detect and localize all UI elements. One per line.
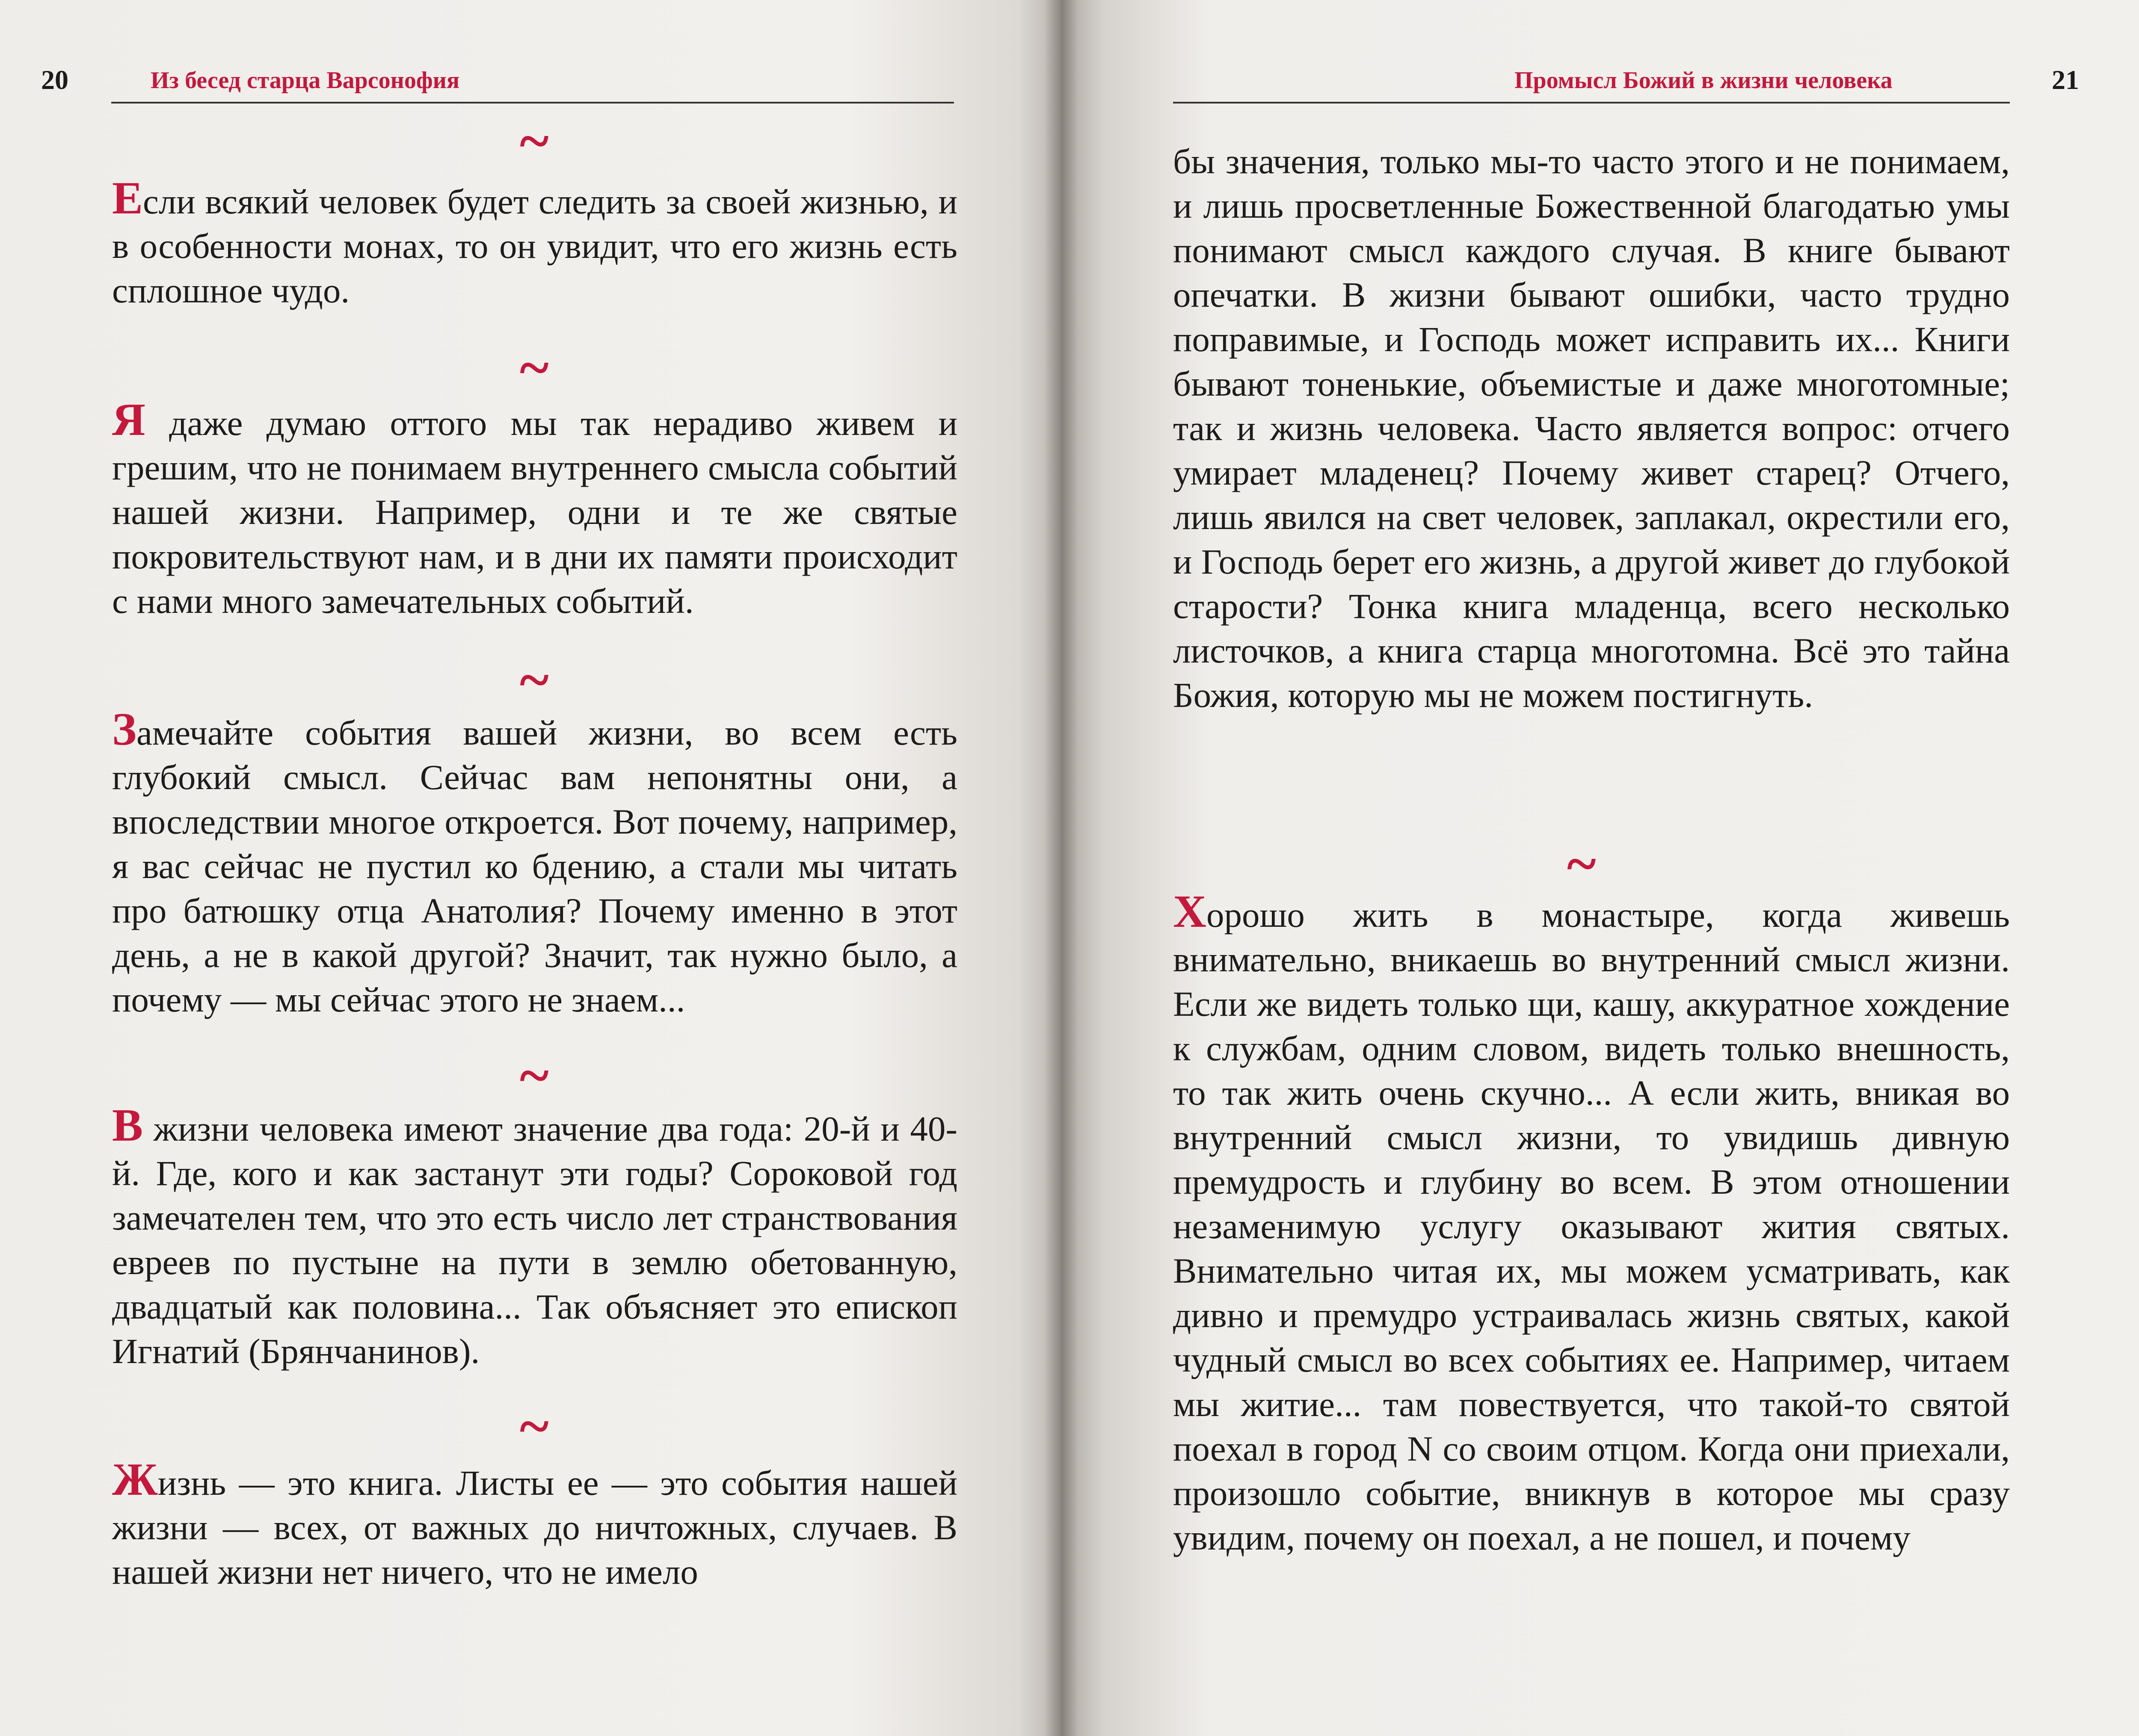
paragraph-text: даже думаю оттого мы так нерадиво живем и грешим, что не понимаем внутреннего смысла событий нашей жизни. Например, одни и те же святые покровительствуют нам, и в дни их памяти происходит с нами много замечательных событий. <box>112 403 957 621</box>
drop-cap: Ж <box>112 1454 158 1505</box>
continued-paragraph: бы значения, только мы-то часто этого и не понимаем, и лишь просветленные Божественной благодатью умы понимают смысл каждого случая. В книге бывают опечатки. В жизни бывают ошибки, часто трудно поправимые, и Господь может исправить их... Книги бывают тоненькие, объемистые и даже многотомные; так и жизнь человека. Часто является вопрос: отчего умирает младенец? Почему живет старец? Отчего, лишь явился на свет человек, заплакал, окрестили его, и Господь берет его жизнь, а другой живет до глубокой старости? Тонка книга младенца, всего несколько листочков, а книга старца многотомна. Всё это тайна Божия, которую мы не можем постигнуть. <box>1173 142 2010 715</box>
separator-ornament: ~ <box>520 1045 549 1106</box>
paragraph-4 <box>112 1100 957 1373</box>
paragraph-text: жизни человека имеют значение два года: 20-й и 40-й. Где, кого и как застанут эти годы? Сороковой год замечателен тем, что это есть число лет странствования евреев по пустыне на пути в землю обетованную, двадцатый как половина... Так объясняет это епископ Игнатий (Брянчанинов). <box>112 1109 957 1371</box>
drop-cap: Я <box>112 394 145 445</box>
separator-ornament: ~ <box>1567 833 1596 895</box>
right-running-title: Промысл Божий в жизни человека <box>1514 67 1893 94</box>
paragraph-text: изнь — это книга. Листы ее — это события нашей жизни — всех, от важных до ничтожных, случаев. В нашей жизни нет ничего, что не имело <box>112 1463 957 1591</box>
separator-ornament: ~ <box>520 110 549 172</box>
paragraph-3 <box>112 704 957 1022</box>
left-header-rule <box>111 102 954 104</box>
right-page <box>1061 0 2139 1736</box>
drop-cap: Х <box>1173 886 1206 937</box>
book-gutter-shadow <box>1044 0 1078 1736</box>
paragraph-text: орошо жить в монастыре, когда живешь внимательно, вникаешь во внутренний смысл жизни. Если же видеть только щи, кашу, аккуратное хождение к службам, одним словом, видеть только внешность, то так жить очень скучно... А если жить, вникая во внутренний смысл жизни, то увидишь дивную премудрость и глубину во всем. В этом отношении незаменимую услугу оказывают жития святых. Внимательно читая их, мы можем усматривать, как дивно и премудро устраивалась жизнь святых, какой чудный смысл во всех событиях ее. Например, читаем мы житие... там повествуется, что такой-то святой поехал в город N со своим отцом. Когда они приехали, произошло событие, вникнув в которое мы сразу увидим, почему он поехал, а не пошел, и почему <box>1173 895 2010 1557</box>
left-running-title: Из бесед старца Варсонофия <box>151 67 460 94</box>
paragraph-2 <box>112 394 957 623</box>
paragraph-5 <box>112 1454 957 1594</box>
drop-cap: В <box>112 1100 143 1151</box>
paragraph-text: сли всякий человек будет следить за своей жизнью, и в особенности монах, то он увидит, что его жизнь есть сплошное чудо. <box>112 182 957 310</box>
separator-ornament: ~ <box>520 649 549 711</box>
right-header-rule <box>1173 102 2010 104</box>
left-page <box>0 0 1061 1736</box>
separator-ornament: ~ <box>520 1396 549 1457</box>
paragraph-1 <box>112 173 957 313</box>
paragraph-text: амечайте события вашей жизни, во всем есть глубокий смысл. Сейчас вам непонятны они, а впоследствии многое откроется. Вот почему, например, я вас сейчас не пустил ко бдению, а стали мы читать про батюшку отца Анатолия? Почему именно в этот день, а не в какой другой? Значит, так нужно было, а почему — мы сейчас этого не знаем... <box>112 713 957 1019</box>
drop-cap: Е <box>112 173 143 224</box>
right-page-number: 21 <box>2052 65 2079 95</box>
left-page-number: 20 <box>41 65 68 95</box>
drop-cap: З <box>112 704 137 755</box>
separator-ornament: ~ <box>520 337 549 399</box>
paragraph-6 <box>1173 886 2010 1560</box>
